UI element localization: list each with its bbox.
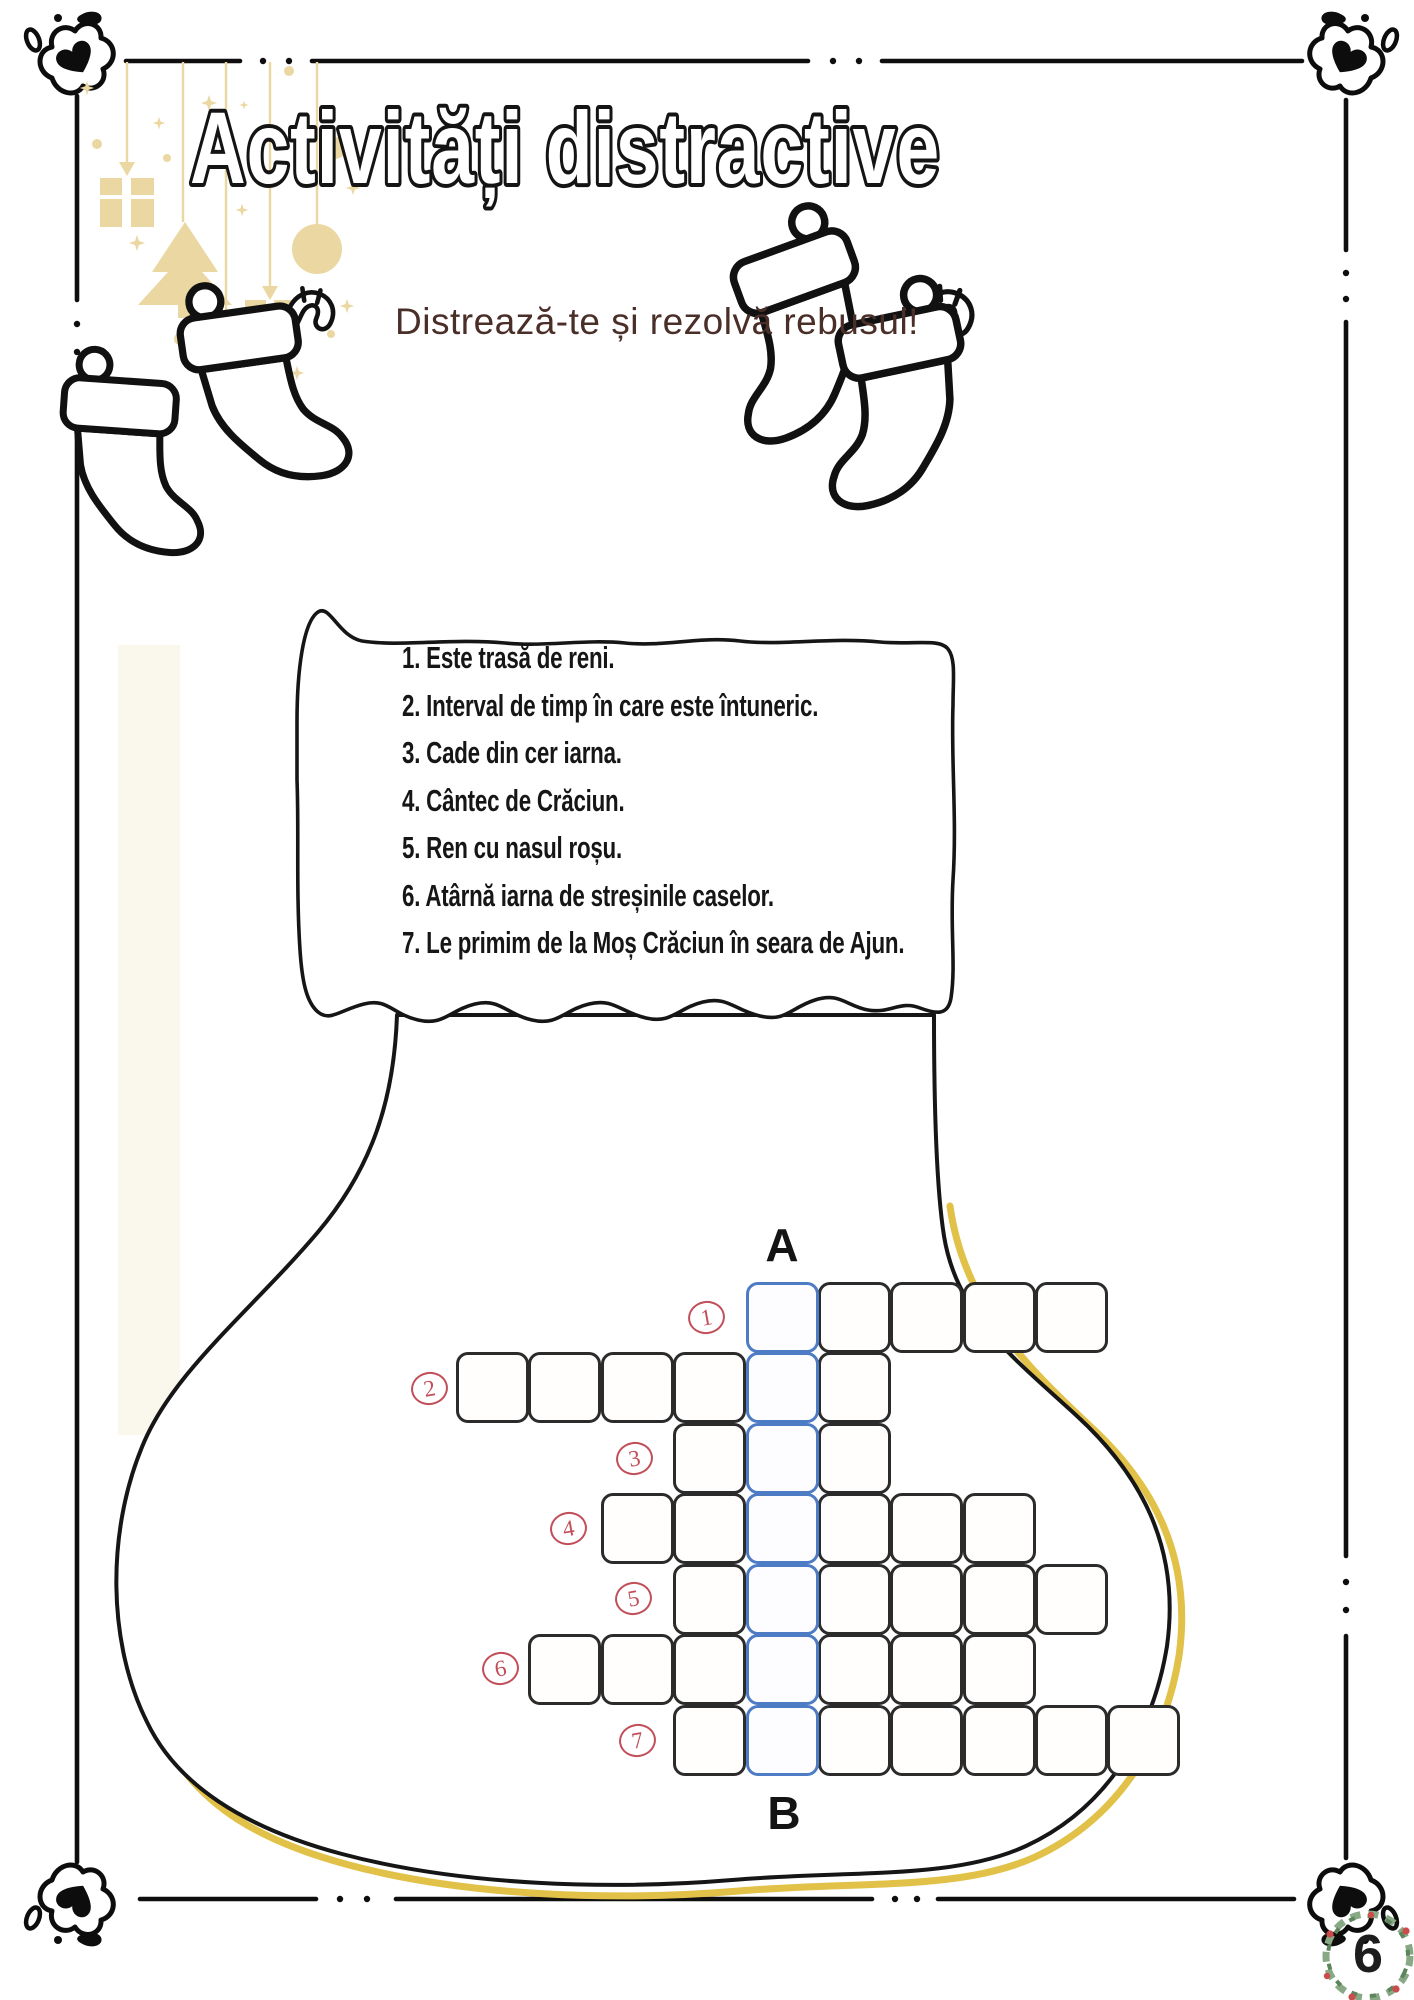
grid-cell[interactable] [818, 1352, 891, 1423]
grid-cell[interactable] [963, 1282, 1036, 1353]
grid-cell-highlighted[interactable] [746, 1423, 819, 1494]
clue-number-badge: 3 [613, 1439, 655, 1478]
grid-cell[interactable] [818, 1282, 891, 1353]
grid-cell[interactable] [1107, 1705, 1180, 1776]
grid-cell[interactable] [818, 1634, 891, 1705]
grid-cell[interactable] [601, 1493, 674, 1564]
grid-cell[interactable] [963, 1493, 1036, 1564]
grid-cell-highlighted[interactable] [746, 1634, 819, 1705]
column-label-top: A [765, 1219, 799, 1271]
clue-number-badge: 2 [408, 1369, 450, 1408]
grid-cell[interactable] [528, 1352, 601, 1423]
grid-cell[interactable] [963, 1564, 1036, 1635]
grid-cell[interactable] [1035, 1564, 1108, 1635]
grid-cell[interactable] [890, 1493, 963, 1564]
grid-cell[interactable] [673, 1634, 746, 1705]
grid-cell[interactable] [890, 1634, 963, 1705]
grid-cell[interactable] [673, 1564, 746, 1635]
page-title: Activități distractive [190, 91, 1182, 205]
grid-cell[interactable] [818, 1493, 891, 1564]
grid-cell[interactable] [818, 1564, 891, 1635]
grid-cell[interactable] [456, 1352, 529, 1423]
grid-cell-highlighted[interactable] [746, 1493, 819, 1564]
clue-line: 4. Cântec de Crăciun. [402, 782, 625, 818]
clue-number-badge: 4 [547, 1509, 589, 1548]
clue-line: 5. Ren cu nasul roșu. [402, 830, 622, 865]
grid-cell-highlighted[interactable] [746, 1705, 819, 1776]
clue-line: 7. Le primim de la Moș Crăciun în seara de Ajun. [402, 925, 905, 960]
grid-cell[interactable] [890, 1705, 963, 1776]
clue-number-badge: 5 [612, 1579, 654, 1618]
clue-line: 3. Cade din cer iarna. [402, 735, 622, 770]
grid-cell[interactable] [601, 1634, 674, 1705]
grid-cell[interactable] [673, 1705, 746, 1776]
grid-cell[interactable] [963, 1705, 1036, 1776]
page-number: 6 [1352, 1924, 1384, 1984]
clue-line: 2. Interval de timp în care este întuneric. [402, 687, 819, 723]
grid-cell[interactable] [818, 1705, 891, 1776]
grid-cell[interactable] [890, 1282, 963, 1353]
grid-cell[interactable] [1035, 1705, 1108, 1776]
clue-line: 6. Atârnă iarna de streșinile caselor. [402, 877, 774, 913]
grid-cell[interactable] [890, 1564, 963, 1635]
grid-cell-highlighted[interactable] [746, 1352, 819, 1423]
clue-number-badge: 1 [685, 1298, 727, 1337]
clue-line: 1. Este trasă de reni. [402, 640, 615, 675]
grid-cell-highlighted[interactable] [746, 1282, 819, 1353]
grid-cell[interactable] [528, 1634, 601, 1705]
grid-cell[interactable] [673, 1423, 746, 1494]
grid-cell[interactable] [963, 1634, 1036, 1705]
clue-number-badge: 7 [616, 1721, 658, 1760]
grid-cell[interactable] [601, 1352, 674, 1423]
grid-cell[interactable] [1035, 1282, 1108, 1353]
subtitle: Distrează-te și rezolvă rebusul! [395, 301, 919, 342]
grid-cell[interactable] [818, 1423, 891, 1494]
grid-cell[interactable] [673, 1493, 746, 1564]
grid-cell[interactable] [673, 1352, 746, 1423]
column-label-bottom: B [767, 1787, 801, 1839]
grid-cell-highlighted[interactable] [746, 1564, 819, 1635]
clue-number-badge: 6 [479, 1649, 521, 1688]
